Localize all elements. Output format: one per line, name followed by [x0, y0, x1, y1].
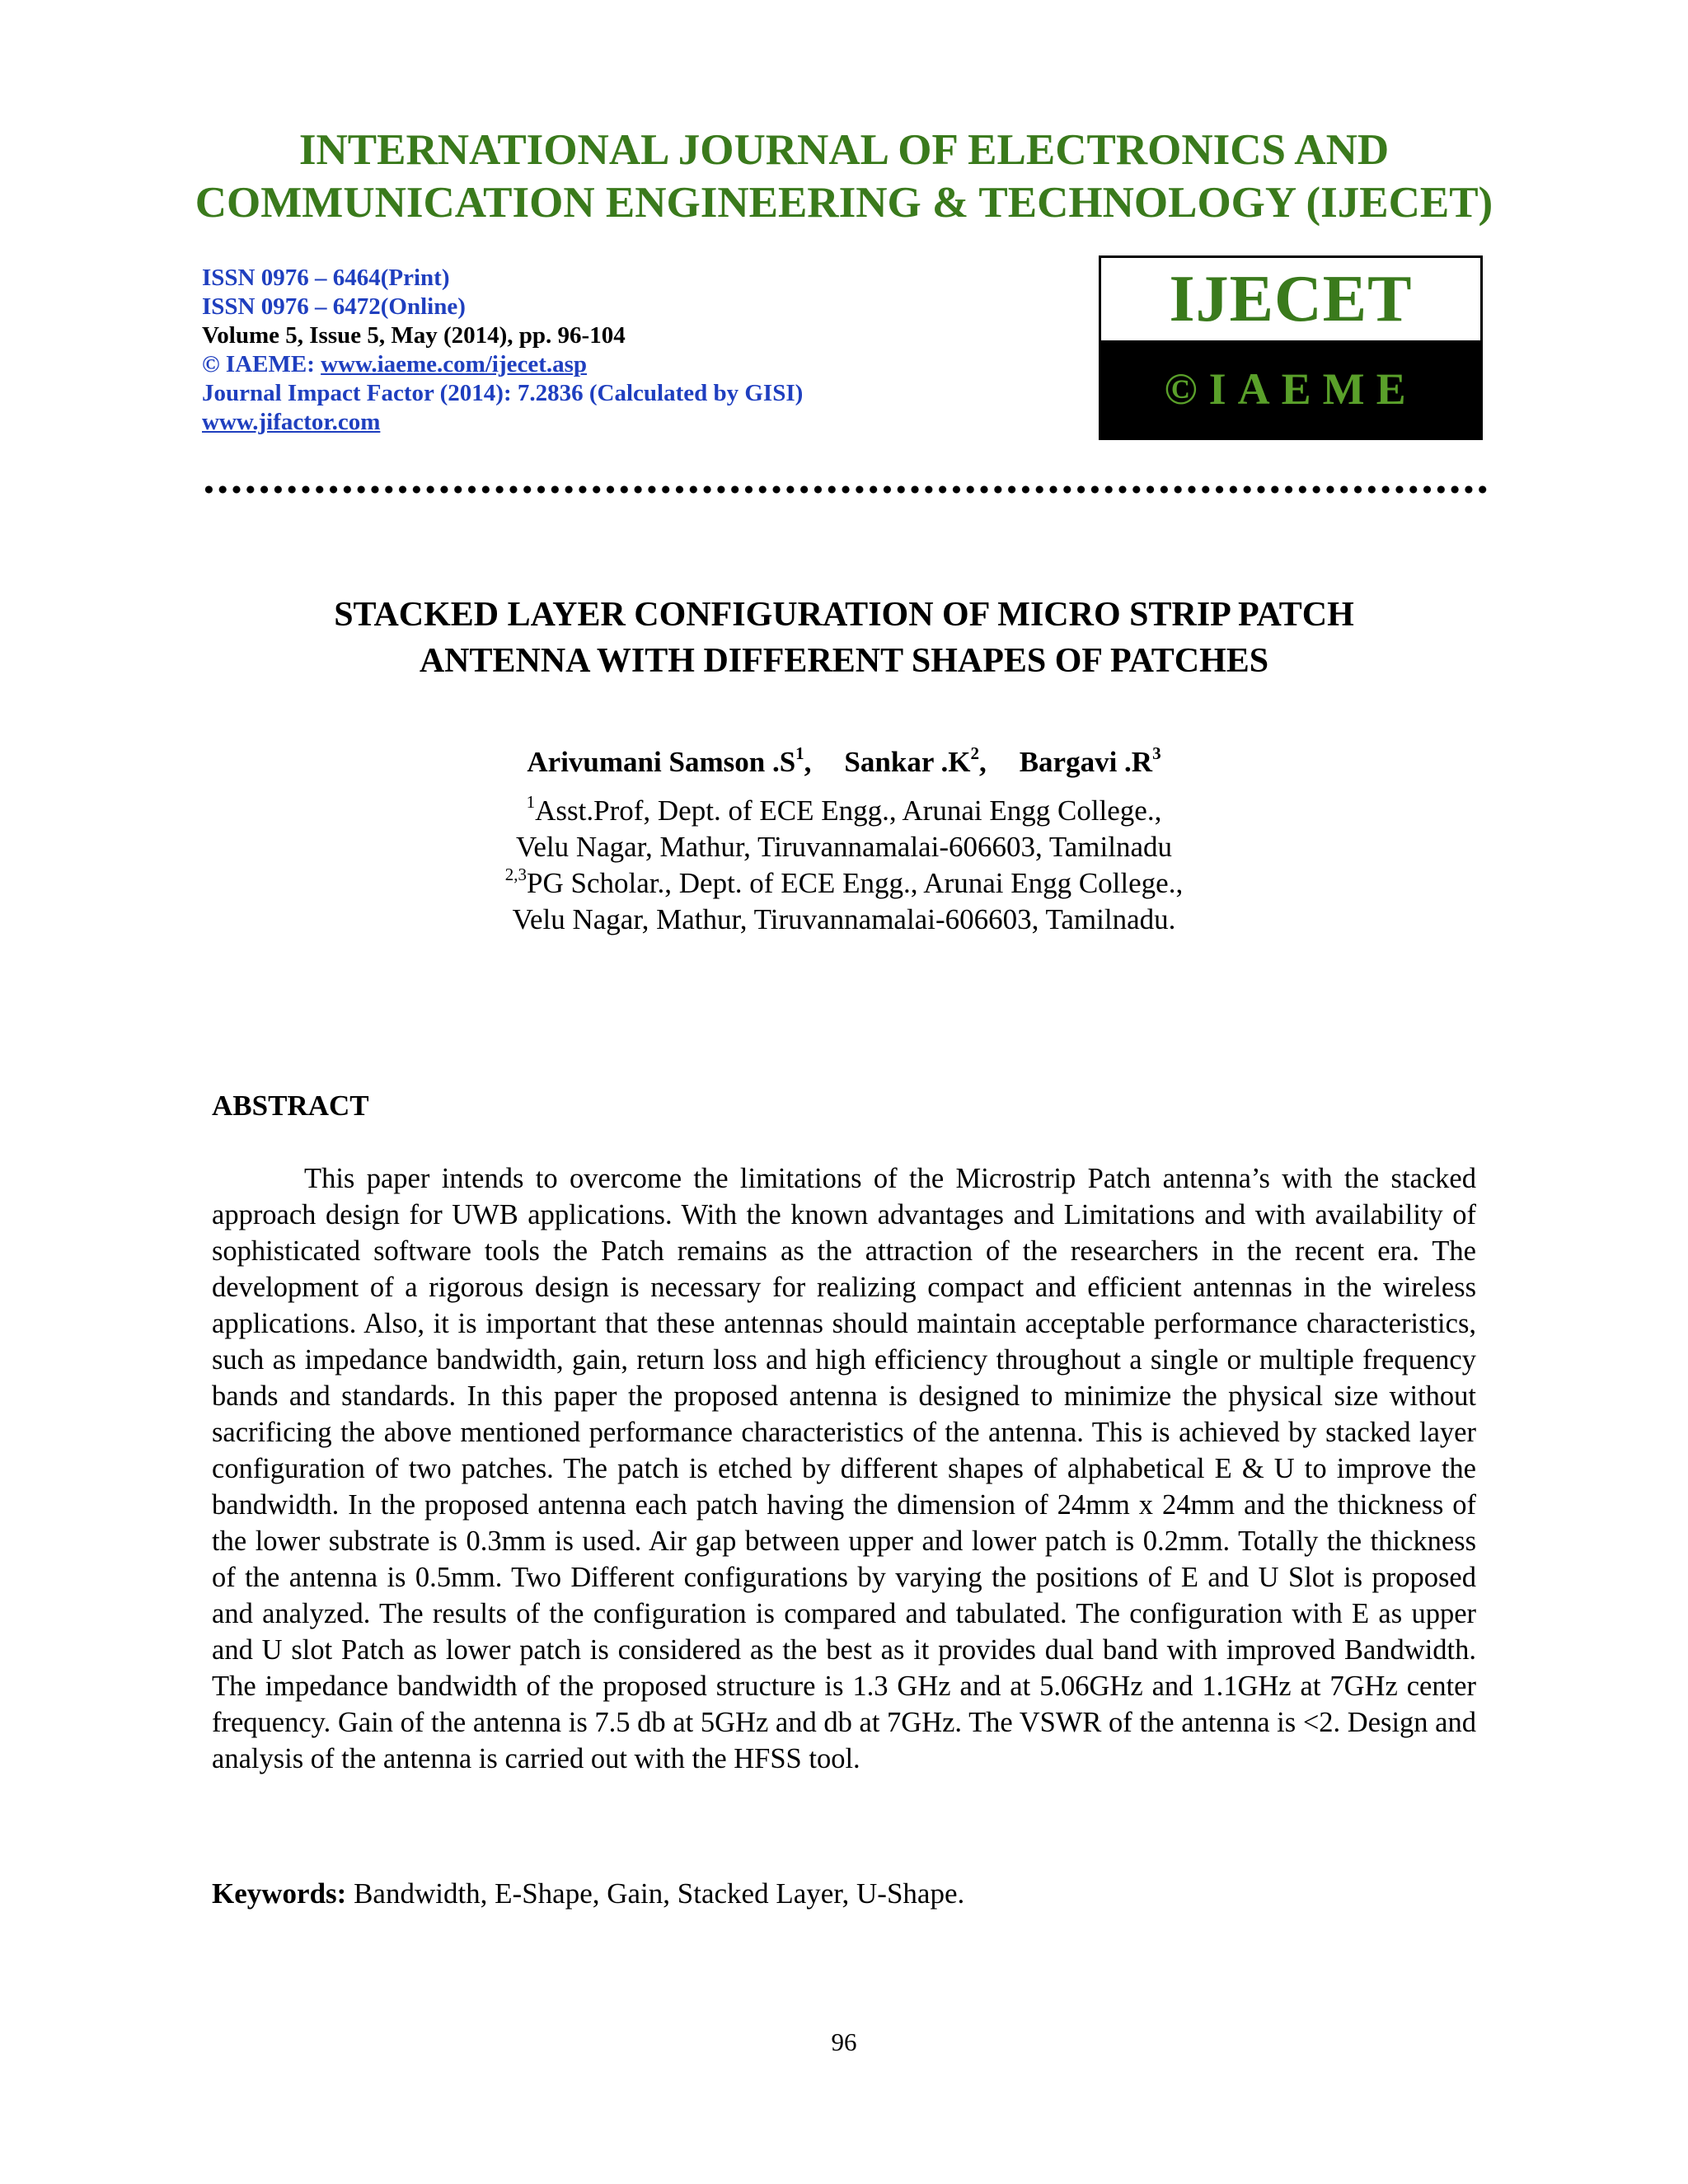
keywords-list: Bandwidth, E-Shape, Gain, Stacked Layer, U-Shape. — [346, 1877, 965, 1910]
affiliation-sup: 2,3 — [504, 865, 528, 885]
affiliations — [0, 793, 1688, 938]
affiliation-line: Velu Nagar, Mathur, Tiruvannamalai-606603, Tamilnadu. — [512, 903, 1176, 935]
journal-meta — [202, 264, 803, 437]
author-name: Sankar .K — [844, 746, 971, 778]
journal-title — [0, 124, 1688, 229]
paper-title-line1: STACKED LAYER CONFIGURATION OF MICRO STRIP PATCH — [334, 596, 1354, 634]
journal-title-line2: COMMUNICATION ENGINEERING & TECHNOLOGY (IJECET) — [195, 179, 1493, 227]
affiliation-line: Velu Nagar, Mathur, Tiruvannamalai-606603, Tamilnadu — [515, 831, 1173, 863]
affiliation-sup: 1 — [526, 792, 536, 813]
author-sup: 2 — [970, 743, 979, 764]
issn-online: ISSN 0976 – 6472(Online) — [202, 293, 466, 320]
affiliation-line: $^1$Asst.Prof, Dept. of ECE Engg., Arunai Engg College., — [526, 792, 1162, 827]
iaeme-prefix: © IAEME: — [202, 351, 321, 377]
abstract-heading: ABSTRACT — [212, 1090, 369, 1122]
keywords — [212, 1877, 964, 1910]
impact-factor: Journal Impact Factor (2014): 7.2836 (Calculated by GISI) — [202, 380, 804, 406]
volume-info: Volume 5, Issue 5, May (2014), pp. 96-104 — [202, 322, 626, 349]
paper-title — [0, 592, 1688, 684]
affiliation-line: $^{2,3}$PG Scholar., Dept. of ECE Engg., Arunai Engg College., — [504, 865, 1184, 899]
abstract-body: This paper intends to overcome the limitations of the Microstrip Patch antenna’s with the stacked approach design for UWB applications. With the known advantages and Limitations and with availability of sophisticated software tools the Patch remains as the attraction of the researchers in the recent era. The development of a rigorous design is necessary for realizing compact and efficient antennas in the wireless applications. Also, it is important that these antennas should maintain acceptable performance characteristics, such as impedance bandwidth, gain, return loss and high efficiency throughout a single or multiple frequency bands and standards. In this paper the proposed antenna is designed to minimize the physical size without sacrificing the above mentioned performance characteristics of the antenna. This is achieved by stacked layer configuration of two patches. The patch is etched by different shapes of alphabetical E & U to improve the bandwidth. In the proposed antenna each patch having the dimension of 24mm x 24mm and the thickness of the lower substrate is 0.3mm is used. Air gap between upper and lower patch is 0.2mm. Totally the thickness of the antenna is 0.5mm. Two Different configurations by varying the positions of E and U Slot is proposed and analyzed. The results of the configuration is compared and tabulated. The configuration with E as upper and U slot Patch as lower patch is considered as the best as it provides dual band with improved Bandwidth. The impedance bandwidth of the proposed structure is 1.3 GHz and at 5.06GHz and 1.1GHz at 7GHz center frequency. Gain of the antenna is 7.5 db at 5GHz and db at 7GHz. The VSWR of the antenna is <2. Design and analysis of the antenna is carried out with the HFSS tool. — [212, 1163, 1476, 1774]
keywords-label: Keywords: — [212, 1877, 347, 1910]
ijecet-logo — [1099, 255, 1483, 440]
author-sup: 3 — [1152, 743, 1161, 764]
paper-title-line2: ANTENNA WITH DIFFERENT SHAPES OF PATCHES — [419, 642, 1269, 680]
author-sup: 1 — [795, 743, 804, 764]
author-list: Arivumani Samson $.S^1$, Sankar $.K^2$, Bargavi $.R^3$ — [527, 743, 1161, 778]
logo-top-text: IJECET — [1169, 262, 1413, 335]
journal-title-line1: INTERNATIONAL JOURNAL OF ELECTRONICS AND — [298, 126, 1390, 174]
dotted-divider — [202, 485, 1488, 494]
iaeme-link[interactable]: www.iaeme.com/ijecet.asp — [321, 351, 588, 377]
author-name: Arivumani Samson .S — [527, 746, 796, 778]
iaeme-line — [202, 350, 803, 379]
logo-bottom-text: ©IAEME — [1101, 340, 1480, 438]
jifactor-link[interactable]: www.jifactor.com — [202, 409, 381, 435]
page-number: 96 — [831, 2027, 857, 2056]
issn-print: ISSN 0976 – 6464(Print) — [202, 265, 450, 291]
author-name: Bargavi .R — [1019, 746, 1153, 778]
